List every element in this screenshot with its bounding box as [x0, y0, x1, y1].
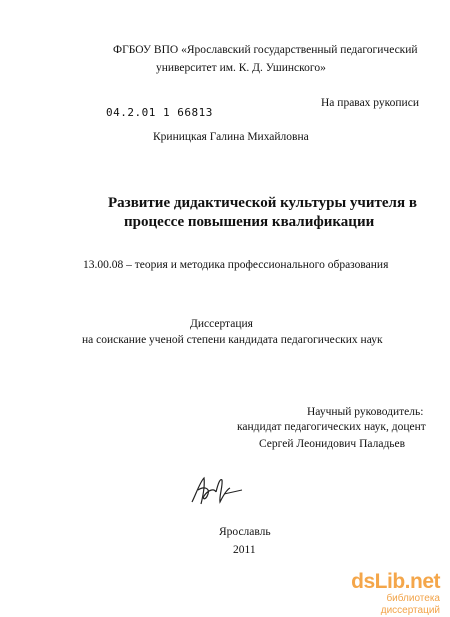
degree-line: на соискание ученой степени кандидата педагогических наук	[82, 334, 383, 346]
document-type: Диссертация	[190, 318, 253, 330]
dslib-watermark	[330, 570, 440, 616]
thesis-title-line-2: процессе повышения квалификации	[124, 214, 375, 230]
city: Ярославль	[219, 526, 271, 538]
institution-line-2: университет им. К. Д. Ушинского»	[156, 62, 326, 74]
specialty-code: 13.00.08 – теория и методика профессионального образования	[83, 259, 389, 271]
watermark-subtitle: библиотека диссертаций	[380, 593, 440, 616]
watermark-logo: dsLib.net	[351, 570, 440, 593]
handwritten-signature	[186, 472, 246, 510]
supervisor-rank: кандидат педагогических наук, доцент	[237, 421, 426, 433]
supervisor-label: Научный руководитель:	[307, 406, 424, 418]
supervisor-name: Сергей Леонидович Паладьев	[259, 438, 406, 450]
institution-line-1: ФГБОУ ВПО «Ярославский государственный педагогический	[113, 44, 418, 56]
thesis-title-line-1: Развитие дидактической культуры учителя в	[108, 195, 417, 211]
year: 2011	[233, 544, 256, 556]
registration-stamp-number: 04.2.01 1 66813	[106, 106, 213, 119]
author-name: Криницкая Галина Михайловна	[153, 131, 309, 143]
manuscript-note: На правах рукописи	[321, 97, 419, 109]
